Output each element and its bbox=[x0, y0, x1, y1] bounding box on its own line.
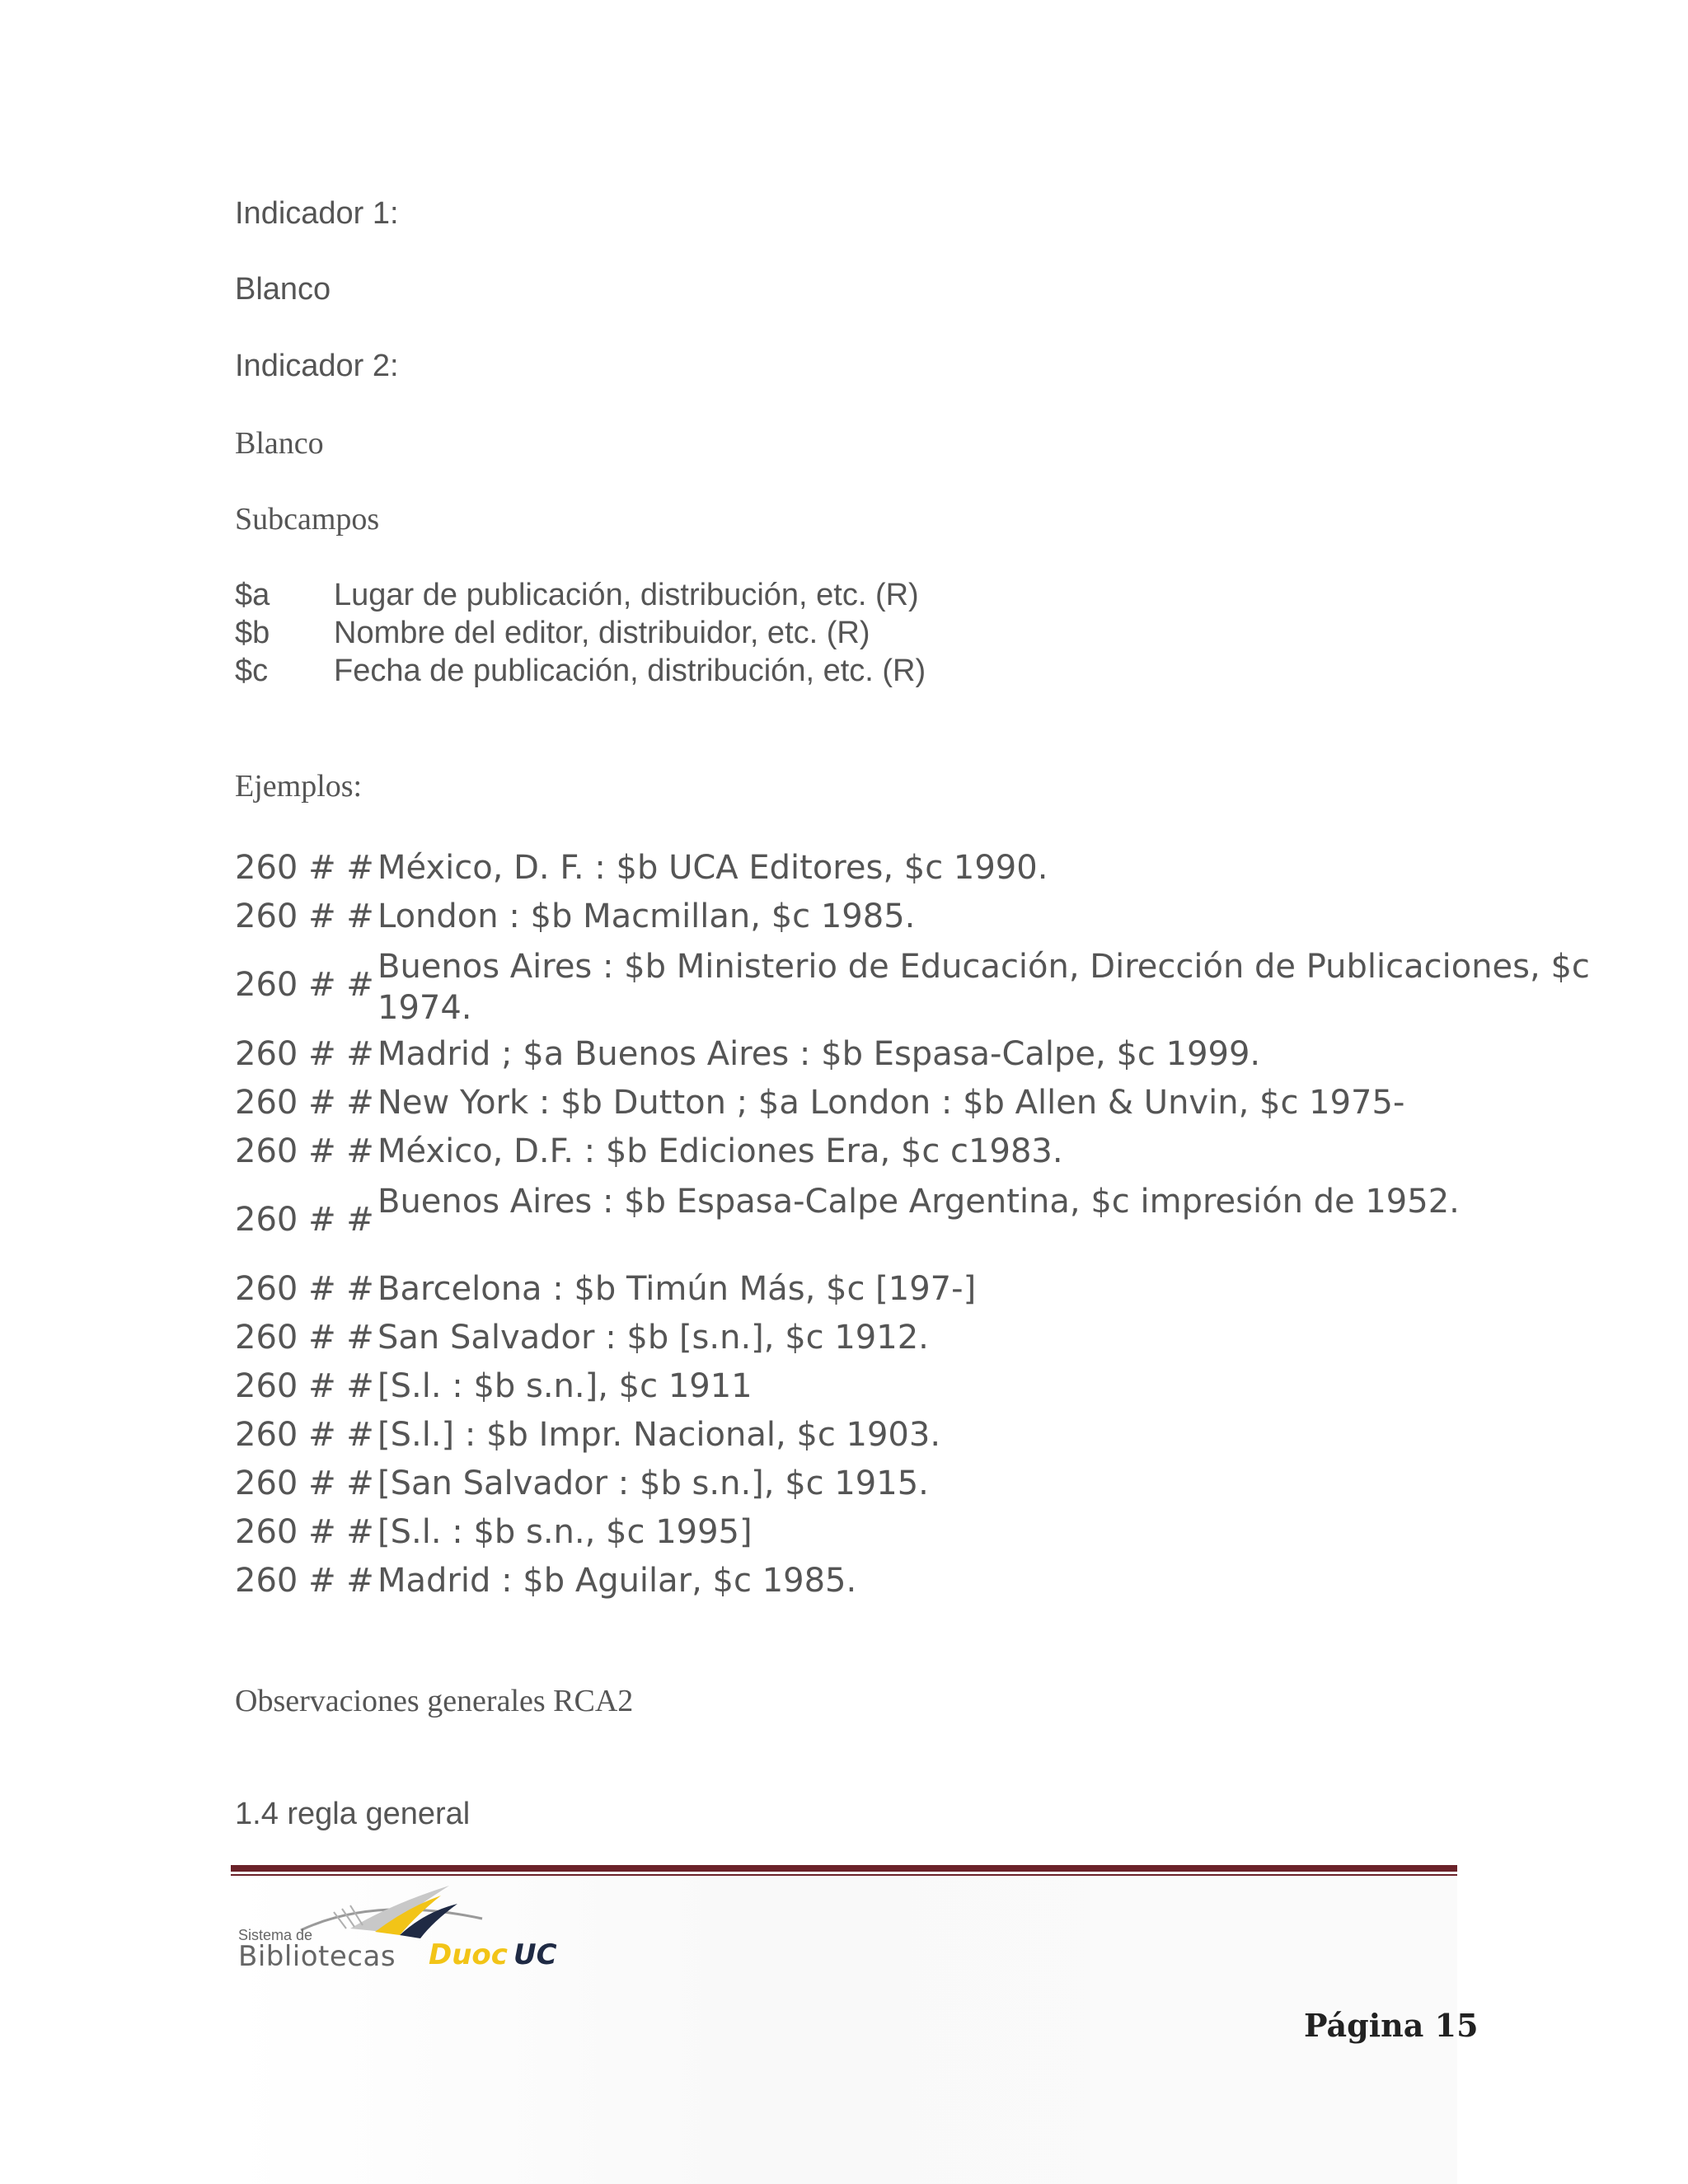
example-tag: 260 # # bbox=[235, 1035, 374, 1073]
indicador2-label: Indicador 2: bbox=[235, 349, 399, 383]
library-logo bbox=[235, 1879, 581, 1978]
example-text: [San Salvador : $b s.n.], $c 1915. bbox=[377, 1465, 929, 1502]
example-text: San Salvador : $b [s.n.], $c 1912. bbox=[377, 1319, 929, 1357]
logo-small-text: Sistema de bbox=[238, 1927, 313, 1943]
page-number: Página 15 bbox=[1304, 2007, 1479, 2044]
example-text: London : $b Macmillan, $c 1985. bbox=[377, 898, 916, 935]
subfield-desc: Nombre del editor, distribuidor, etc. (R) bbox=[334, 616, 870, 650]
example-text: [S.l. : $b s.n.], $c 1911 bbox=[377, 1367, 753, 1405]
example-tag: 260 # # bbox=[235, 966, 374, 1004]
indicador1-label: Indicador 1: bbox=[235, 196, 399, 231]
logo-uc-text: UC bbox=[513, 1938, 557, 1971]
logo-big-text: Bibliotecas bbox=[238, 1940, 396, 1973]
example-tag: 260 # # bbox=[235, 1513, 374, 1551]
example-tag: 260 # # bbox=[235, 898, 374, 935]
example-tag: 260 # # bbox=[235, 1319, 374, 1357]
example-text: [S.l.] : $b Impr. Nacional, $c 1903. bbox=[377, 1416, 941, 1454]
example-text: Buenos Aires : $b Espasa-Calpe Argentina, $c impresión de 1952. bbox=[377, 1183, 1460, 1221]
footer-rule-thin bbox=[231, 1874, 1457, 1876]
footer-rule bbox=[231, 1865, 1457, 1872]
subfield-code: $b bbox=[235, 616, 270, 650]
example-tag: 260 # # bbox=[235, 1562, 374, 1600]
example-tag: 260 # # bbox=[235, 1465, 374, 1502]
example-text: [S.l. : $b s.n., $c 1995] bbox=[377, 1513, 753, 1551]
subfield-desc: Lugar de publicación, distribución, etc. (R) bbox=[334, 578, 919, 612]
indicador1-value: Blanco bbox=[235, 272, 331, 307]
example-text: Barcelona : $b Timún Más, $c [197-] bbox=[377, 1270, 977, 1308]
example-tag: 260 # # bbox=[235, 849, 374, 887]
indicador2-value: Blanco bbox=[235, 426, 324, 461]
example-text: Madrid : $b Aguilar, $c 1985. bbox=[377, 1562, 857, 1600]
example-tag: 260 # # bbox=[235, 1084, 374, 1122]
example-tag: 260 # # bbox=[235, 1270, 374, 1308]
example-tag: 260 # # bbox=[235, 1201, 374, 1239]
ejemplos-heading: Ejemplos: bbox=[235, 769, 363, 804]
subfield-code: $a bbox=[235, 578, 270, 612]
subfield-code: $c bbox=[235, 654, 269, 688]
logo-swoosh-icon bbox=[284, 1879, 532, 1945]
subfield-desc: Fecha de publicación, distribución, etc. (R) bbox=[334, 654, 926, 688]
example-tag: 260 # # bbox=[235, 1416, 374, 1454]
example-text: New York : $b Dutton ; $a London : $b Allen & Unvin, $c 1975- bbox=[377, 1084, 1405, 1122]
example-text: México, D. F. : $b UCA Editores, $c 1990. bbox=[377, 849, 1048, 887]
subcampos-heading: Subcampos bbox=[235, 502, 380, 537]
example-text: México, D.F. : $b Ediciones Era, $c c1983. bbox=[377, 1132, 1063, 1170]
logo-duoc-text: Duoc bbox=[429, 1938, 508, 1971]
example-tag: 260 # # bbox=[235, 1367, 374, 1405]
example-text: Madrid ; $a Buenos Aires : $b Espasa-Calpe, $c 1999. bbox=[377, 1035, 1261, 1073]
regla-heading: 1.4 regla general bbox=[235, 1797, 471, 1831]
observaciones-heading: Observaciones generales RCA2 bbox=[235, 1684, 634, 1718]
example-tag: 260 # # bbox=[235, 1132, 374, 1170]
example-text: Buenos Aires : $b Ministerio de Educación, Dirección de Publicaciones, $c 1974. bbox=[377, 948, 1590, 1027]
